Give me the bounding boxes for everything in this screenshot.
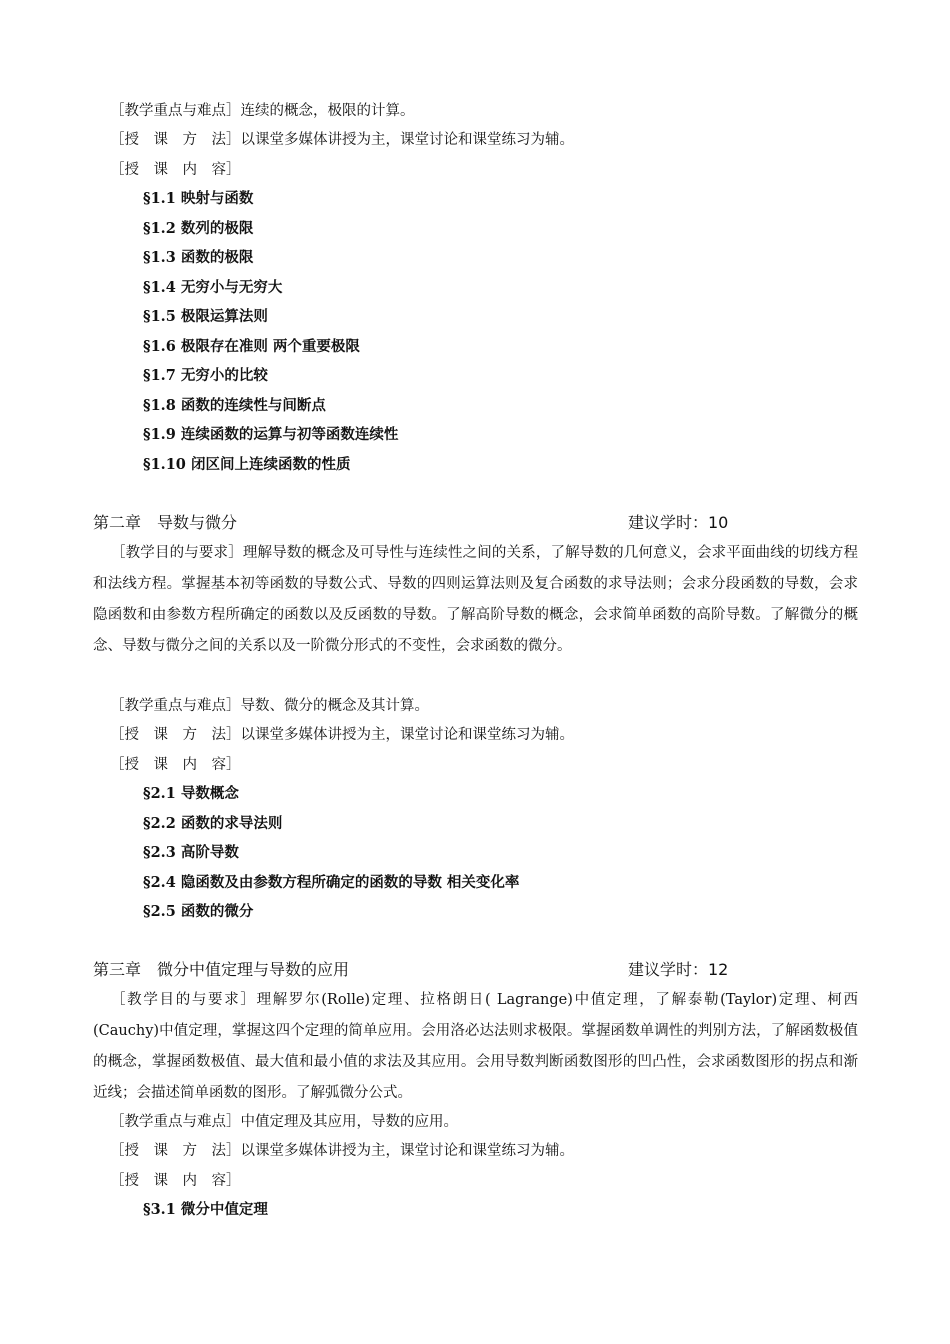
focus-label: ［教学重点与难点］ xyxy=(110,1114,241,1130)
method-text: 以课堂多媒体讲授为主，课堂讨论和课堂练习为辅。 xyxy=(240,1143,574,1159)
goal-label: ［教学目的与要求］ xyxy=(111,992,257,1008)
ch2-focus-line xyxy=(110,696,429,716)
section-item: §2.5 函数的微分 xyxy=(143,903,254,920)
section-item: §1.8 函数的连续性与间断点 xyxy=(143,397,326,414)
ch2-goal-paragraph xyxy=(93,538,858,662)
focus-label: ［教学重点与难点］ xyxy=(110,698,241,714)
ch2-content-label xyxy=(110,755,241,775)
method-text: 以课堂多媒体讲授为主，课堂讨论和课堂练习为辅。 xyxy=(240,132,574,148)
section-item: §1.6 极限存在准则 两个重要极限 xyxy=(143,338,360,355)
method-label: ［授 课 方 法］ xyxy=(110,727,241,743)
section-item: §1.9 连续函数的运算与初等函数连续性 xyxy=(143,426,399,443)
section-item: §2.4 隐函数及由参数方程所确定的函数的导数 相关变化率 xyxy=(143,874,520,891)
ch1-focus-line xyxy=(110,101,415,121)
section-item: §1.1 映射与函数 xyxy=(143,190,254,207)
content-label: ［授 课 内 容］ xyxy=(110,1173,241,1189)
section-item: §3.1 微分中值定理 xyxy=(143,1201,268,1218)
focus-text: 连续的概念，极限的计算。 xyxy=(240,103,415,119)
ch1-method-line xyxy=(110,130,574,150)
section-item: §2.2 函数的求导法则 xyxy=(143,815,283,832)
method-label: ［授 课 方 法］ xyxy=(110,1143,241,1159)
focus-text: 中值定理及其应用，导数的应用。 xyxy=(240,1114,458,1130)
goal-label: ［教学目的与要求］ xyxy=(111,545,243,561)
goal-text: 理解罗尔(Rolle)定理、拉格朗日( Lagrange)中值定理，了解泰勒(Taylor)定理、柯西(Cauchy)中值定理，掌握这四个定理的简单应用。会用洛必达法则求极限。掌握函数单调性的判别方法，了解函数极值的概念，掌握函数极值、最大值和最小值的求法及其应用。会用导数判断函数图形的凹凸性，会求函数图形的拐点和渐近线；会描述简单函数的图形。了解弧微分公式。 xyxy=(93,992,858,1101)
focus-text: 导数、微分的概念及其计算。 xyxy=(240,698,429,714)
ch3-method-line xyxy=(110,1141,574,1161)
section-item: §1.7 无穷小的比较 xyxy=(143,367,268,384)
section-item: §1.5 极限运算法则 xyxy=(143,308,268,325)
content-label: ［授 课 内 容］ xyxy=(110,757,241,773)
method-label: ［授 课 方 法］ xyxy=(110,132,241,148)
section-item: §1.10 闭区间上连续函数的性质 xyxy=(143,456,351,473)
ch2-method-line xyxy=(110,725,574,745)
ch1-content-label xyxy=(110,160,241,180)
ch3-goal-paragraph xyxy=(93,985,858,1109)
ch3-focus-line xyxy=(110,1112,458,1132)
section-item: §1.3 函数的极限 xyxy=(143,249,254,266)
chapter-hours: 建议学时：10 xyxy=(628,513,729,532)
focus-label: ［教学重点与难点］ xyxy=(110,103,241,119)
ch3-content-label xyxy=(110,1171,241,1191)
goal-text: 理解导数的概念及可导性与连续性之间的关系，了解导数的几何意义，会求平面曲线的切线方程和法线方程。掌握基本初等函数的导数公式、导数的四则运算法则及复合函数的求导法则；会求分段函数的导数，会求隐函数和由参数方程所确定的函数以及反函数的导数。了解高阶导数的概念，会求简单函数的高阶导数。了解微分的概念、导数与微分之间的关系以及一阶微分形式的不变性，会求函数的微分。 xyxy=(93,545,859,654)
section-item: §1.4 无穷小与无穷大 xyxy=(143,279,283,296)
chapter-title: 第二章 导数与微分 xyxy=(93,513,238,532)
method-text: 以课堂多媒体讲授为主，课堂讨论和课堂练习为辅。 xyxy=(240,727,574,743)
chapter-hours: 建议学时：12 xyxy=(628,960,729,979)
section-item: §2.1 导数概念 xyxy=(143,785,239,802)
content-label: ［授 课 内 容］ xyxy=(110,162,241,178)
section-item: §1.2 数列的极限 xyxy=(143,220,254,237)
chapter-title: 第三章 微分中值定理与导数的应用 xyxy=(93,960,350,979)
section-item: §2.3 高阶导数 xyxy=(143,844,239,861)
